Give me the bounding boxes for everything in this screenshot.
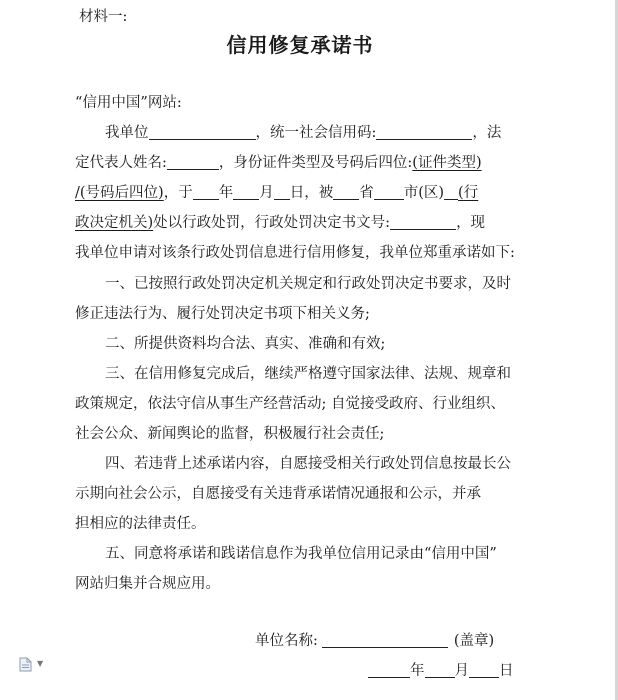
credit-code-blank [376, 124, 472, 140]
sign-month-blank [425, 662, 455, 678]
commitment-item-3a: 三、在信用修复完成后，继续严格遵守国家法律、法规、规章和 [105, 366, 511, 382]
yu-text: ，于 [163, 185, 193, 201]
authority-field-a: (行 [458, 185, 479, 201]
sign-month-text: 月 [454, 663, 469, 679]
document-title: 信用修复承诺书 [226, 33, 374, 57]
signature-line [255, 632, 494, 650]
commitment-item-4c: 担相应的法律责任。 [75, 516, 206, 532]
form-line-2 [75, 154, 482, 172]
day-blank [274, 184, 290, 200]
material-label: 材料一: [79, 9, 128, 25]
authority-gap [444, 184, 458, 200]
unit-text: 我单位 [105, 125, 149, 141]
commitment-item-4b: 示期向社会公示，自愿接受有关违背承诺情况通报和公示，并承 [75, 486, 481, 502]
sign-year-text: 年 [410, 663, 425, 679]
year-text: 年 [218, 185, 234, 201]
unit-name-label: 单位名称: [255, 633, 318, 649]
sign-day-blank [469, 662, 499, 678]
xian-text: ，现 [456, 215, 486, 231]
commitment-item-1a: 一、已按照行政处罚决定机关规定和行政处罚决定书要求，及时 [105, 276, 511, 292]
penalty-text: 处以行政处罚，行政处罚决定书文号: [153, 215, 391, 231]
day-text: 日，被 [289, 185, 334, 201]
seal-label: (盖章) [453, 633, 495, 649]
sign-day-text: 日 [499, 663, 514, 679]
unit-blank [149, 124, 256, 140]
month-text: 月 [259, 185, 274, 201]
legal-rep-blank [167, 154, 219, 170]
month-blank [233, 184, 259, 200]
commitment-item-1b: 修正违法行为、履行处罚决定书项下相关义务; [75, 306, 370, 322]
city-text: 市(区) [403, 185, 445, 201]
addressee: “信用中国”网站: [75, 95, 182, 111]
apply-statement: 我单位申请对该条行政处罚信息进行信用修复，我单位郑重承诺如下: [75, 245, 515, 261]
year-blank [193, 184, 219, 200]
id-type-label: ，身份证件类型及号码后四位: [218, 155, 413, 171]
commitment-item-3b: 政策规定，依法守信从事生产经营活动; 自觉接受政府、行业组织、 [75, 396, 505, 412]
comma-text: ，法 [472, 125, 502, 141]
credit-code-text: ，统一社会信用码: [255, 125, 377, 141]
commitment-item-2: 二、所提供资料均合法、真实、准确和有效; [105, 336, 386, 352]
date-line [368, 662, 514, 680]
sign-year-blank [368, 662, 410, 678]
chevron-down-icon[interactable]: ▼ [37, 659, 44, 668]
commitment-item-5a: 五、同意将承诺和践诺信息作为我单位信用记录由“信用中国” [105, 546, 497, 562]
province-text: 省 [359, 185, 374, 201]
commitment-item-4a: 四、若违背上述承诺内容，自愿接受相关行政处罚信息按最长公 [105, 456, 511, 472]
city-blank [374, 184, 404, 200]
commitment-item-3c: 社会公众、新闻舆论的监督，积极履行社会责任; [75, 426, 385, 442]
slash-text: / [75, 185, 80, 201]
decision-number-blank [390, 214, 456, 230]
authority-field-b: 政决定机关) [75, 215, 154, 231]
last-four-field: (号码后四位) [79, 185, 164, 201]
legal-rep-text: 定代表人姓名: [75, 155, 167, 171]
id-type-field: (证件类型) [412, 155, 482, 171]
commitment-item-5b: 网站归集并合规应用。 [75, 576, 220, 592]
form-line-4 [75, 214, 485, 232]
form-line-1 [105, 124, 501, 142]
unit-name-blank [322, 632, 448, 648]
document-icon[interactable] [19, 657, 32, 672]
form-line-3 [75, 184, 478, 202]
province-blank [333, 184, 359, 200]
